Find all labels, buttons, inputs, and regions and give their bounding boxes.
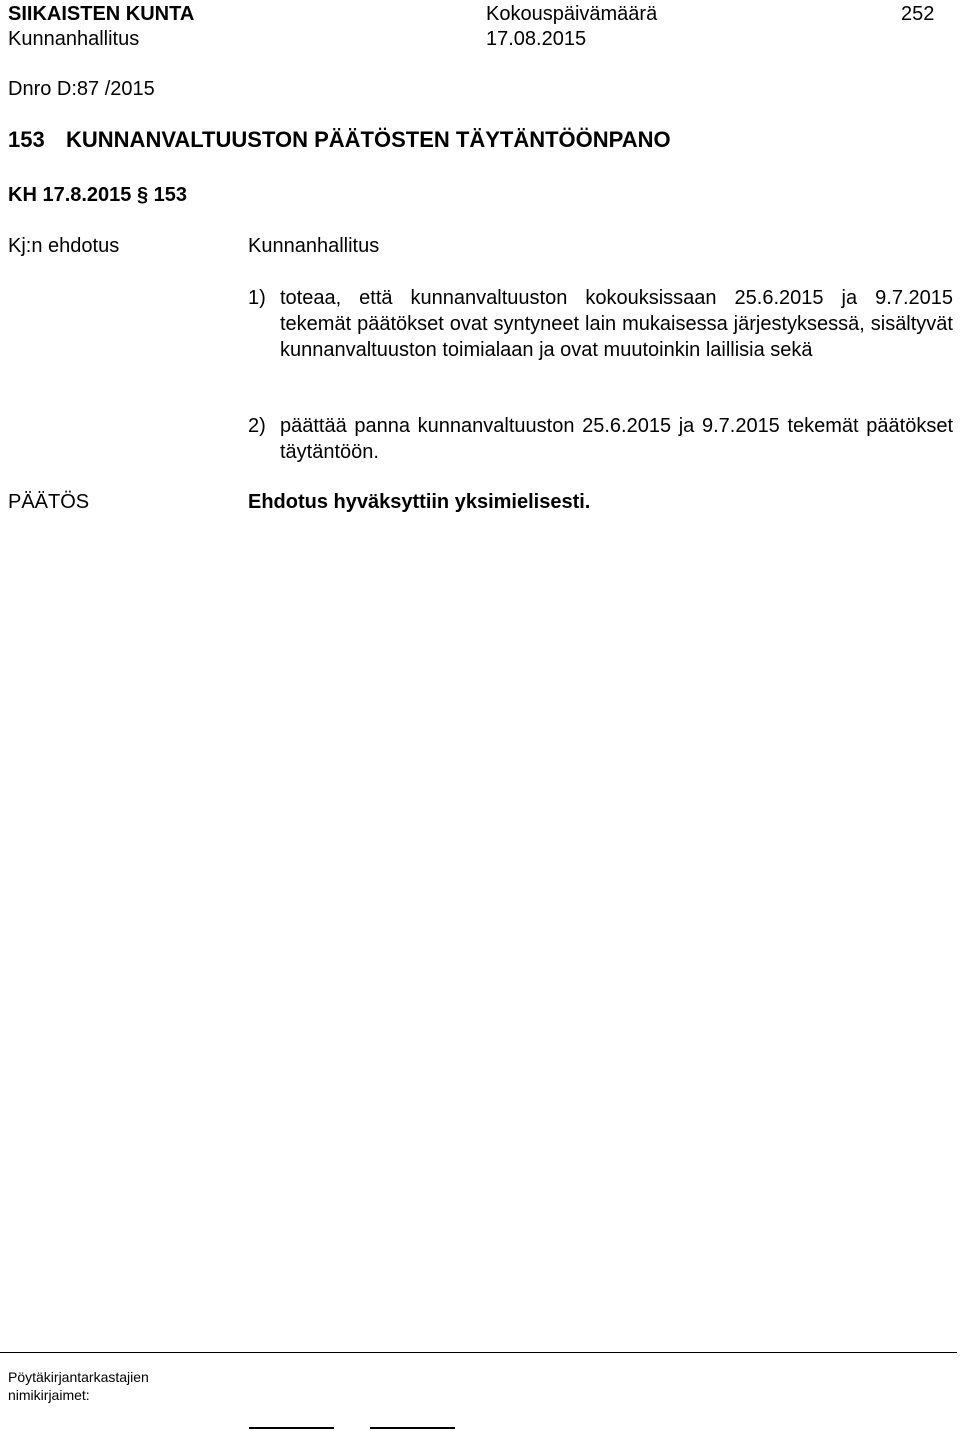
- footer-label-line1: Pöytäkirjantarkastajien: [8, 1369, 149, 1385]
- footer-divider: [0, 1352, 957, 1353]
- date-label: Kokouspäivämäärä: [486, 3, 658, 25]
- item-number: 1): [248, 287, 266, 309]
- proposal-label: Kj:n ehdotus: [8, 235, 120, 257]
- body-name: Kunnanhallitus: [8, 28, 140, 50]
- proposal-body: Kunnanhallitus: [248, 235, 380, 257]
- footer-label-line2: nimikirjaimet:: [8, 1387, 90, 1403]
- page-number: 252: [901, 3, 935, 25]
- section-title: KUNNANVALTUUSTON PÄÄTÖSTEN TÄYTÄNTÖÖNPANO: [66, 127, 671, 152]
- decision-label: PÄÄTÖS: [8, 491, 90, 513]
- dnro: Dnro D:87 /2015: [8, 78, 155, 100]
- decision-text: Ehdotus hyväksyttiin yksimielisesti.: [248, 491, 591, 513]
- item-number: 2): [248, 415, 266, 437]
- initials-line-1: [249, 1427, 334, 1429]
- initials-line-2: [370, 1427, 455, 1429]
- proposal-item-text: päättää panna kunnanvaltuuston 25.6.2015 ja 9.7.2015 tekemät päätökset täytäntöön.: [280, 415, 953, 463]
- proposal-item-text: toteaa, että kunnanvaltuuston kokouksissaan 25.6.2015 ja 9.7.2015 tekemät päätökset ovat syntyneet lain mukaisessa järjestyksessä, sisältyvät kunnanvaltuuston toimialaan ja ovat muutoinkin laillisia sekä: [280, 287, 953, 361]
- section-number: 153: [8, 127, 45, 152]
- meeting-reference: KH 17.8.2015 § 153: [8, 184, 188, 206]
- meeting-date: 17.08.2015: [486, 28, 587, 50]
- org-name: SIIKAISTEN KUNTA: [8, 3, 195, 25]
